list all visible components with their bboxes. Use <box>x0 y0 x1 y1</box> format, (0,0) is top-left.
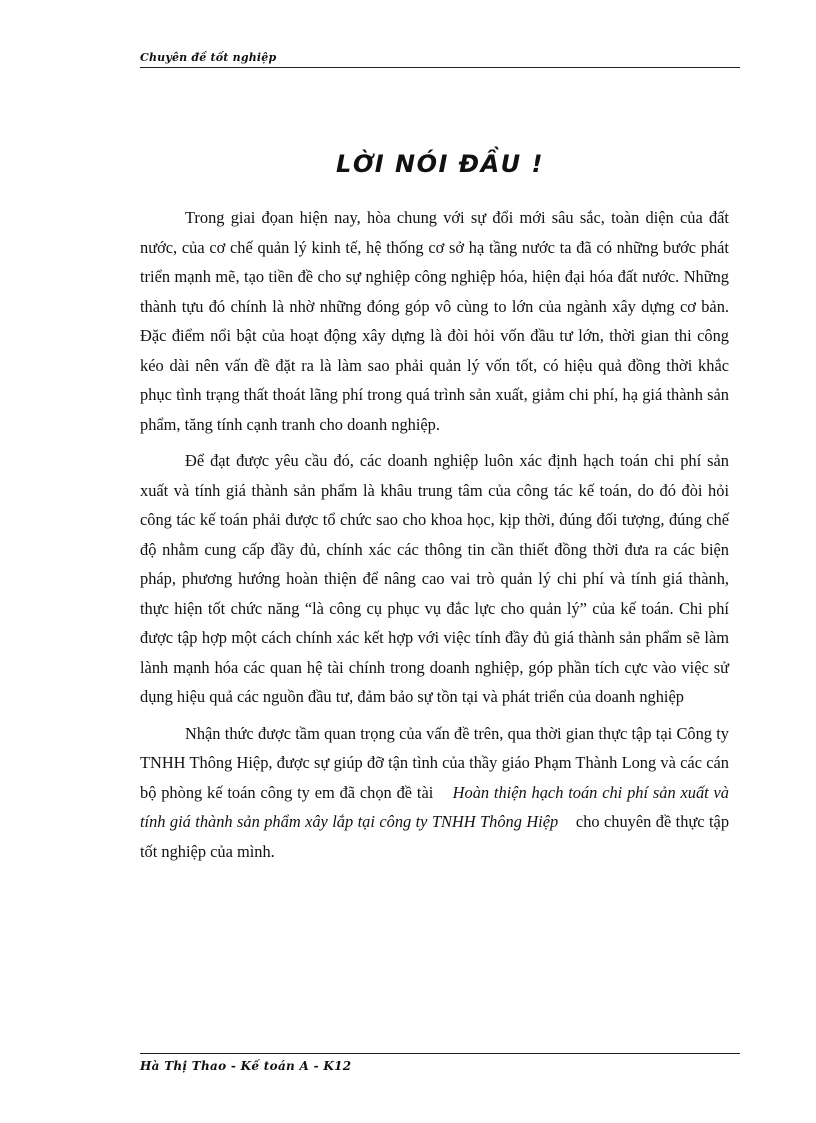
paragraph-3 <box>140 719 729 867</box>
paragraph-3-end: cho chuyên đề thực tập tốt nghiệp của mình. <box>140 812 730 861</box>
header-title: Chuyên đề tốt nghiệp <box>140 51 277 64</box>
document-body <box>140 203 729 873</box>
document-title: LỜI NÓI ĐẦU ! <box>336 150 544 178</box>
paragraph-2: Để đạt được yêu cầu đó, các doanh nghiệp luôn xác định hạch toán chi phí sản xuất và tính giá thành sản phẩm là khâu trung tâm của công tác kế toán, do đó đòi hỏi công tác kế toán phải được tổ chức sao cho khoa học, kịp thời, đúng đối tượng, đúng chế độ nhằm cung cấp đầy đủ, chính xác các thông tin cần thiết đồng thời đưa ra các biện pháp, phương hướng hoàn thiện để nâng cao vai trò quản lý chi phí và tính giá thành, thực hiện tốt chức năng “là công cụ phục vụ đắc lực cho quản lý” của kế toán. Chi phí được tập hợp một cách chính xác kết hợp với việc tính đầy đủ giá thành sản phẩm sẽ làm lành mạnh hóa các quan hệ tài chính trong doanh nghiệp, góp phần tích cực vào việc sử dụng hiệu quả các nguồn đầu tư, đảm bảo sự tồn tại và phát triển của doanh nghiệp <box>140 451 729 706</box>
page-header <box>140 47 740 68</box>
page-footer <box>140 1053 740 1073</box>
paragraph-3-intro: Nhận thức được tầm quan trọng của vấn đề trên, qua thời gian thực tập tại Công ty TNHH Thông Hiệp, được sự giúp đỡ tận tình của thầy giáo Phạm Thành Long và các cán bộ phòng kế toán công ty em đã chọn đề tài <box>140 723 729 802</box>
thesis-topic: Hoàn thiện hạch toán chi phí sản xuất và tính giá thành sản phẩm xây lắp tại công ty TNHH Thông Hiệp <box>140 782 730 831</box>
paragraph-1: Trong giai đọan hiện nay, hòa chung với sự đổi mới sâu sắc, toàn diện của đất nước, của cơ chế quản lý kinh tế, hệ thống cơ sở hạ tầng nước ta đã có những bước phát triển mạnh mẽ, tạo tiền đề cho sự nghiệp công nghiệp hóa, hiện đại hóa đất nước. Những thành tựu đó chính là nhờ những đóng góp vô cùng to lớn của ngành xây dựng cơ bản. Đặc điểm nổi bật của hoạt động xây dựng là đòi hỏi vốn đầu tư lớn, thời gian thi công kéo dài nên vấn đề đặt ra là làm sao phải quản lý vốn tốt, có hiệu quả đồng thời khắc phục tình trạng thất thoát lãng phí trong quá trình sản xuất, giảm chi phí, hạ giá thành sản phẩm, tăng tính cạnh tranh cho doanh nghiệp. <box>140 208 729 434</box>
footer-author: Hà Thị Thao - Kế toán A - K12 <box>140 1059 352 1073</box>
